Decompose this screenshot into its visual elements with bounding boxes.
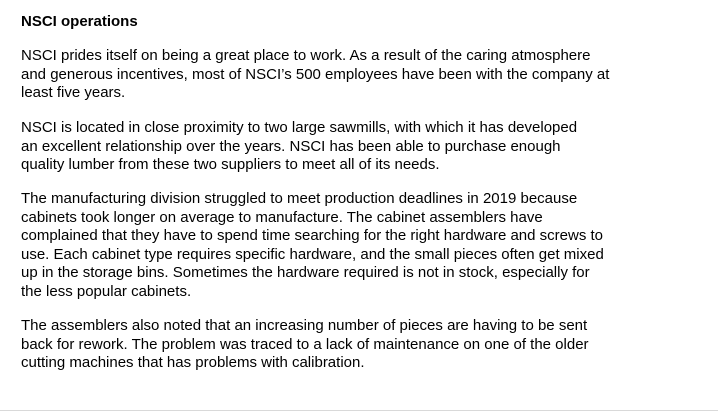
paragraph-line: an excellent relationship over the years. NSCI has been able to purchase enough <box>21 137 561 155</box>
paragraph-line: complained that they have to spend time searching for the right hardware and screws to <box>21 227 603 244</box>
paragraph-line: back for rework. The problem was traced to a lack of maintenance on one of the older <box>21 335 589 353</box>
paragraph-line: The manufacturing division struggled to meet production deadlines in 2019 because <box>21 190 578 207</box>
paragraph-line: least five years. <box>21 84 126 101</box>
section-heading: NSCI operations <box>21 13 138 30</box>
paragraph-line: cabinets took longer on average to manufacture. The cabinet assemblers have <box>21 208 543 226</box>
bottom-divider <box>0 410 718 411</box>
paragraph-line: and generous incentives, most of NSCI’s 500 employees have been with the company at <box>21 65 610 83</box>
paragraph-line: the less popular cabinets. <box>21 282 192 300</box>
paragraph-suppliers <box>21 119 701 175</box>
paragraph-line: cutting machines that has problems with calibration. <box>21 354 365 371</box>
paragraph-line: quality lumber from these two suppliers to meet all of its needs. <box>21 156 440 173</box>
paragraph-line: NSCI is located in close proximity to two large sawmills, with which it has developed <box>21 119 578 136</box>
paragraph-manufacturing <box>21 190 701 301</box>
paragraph-line: up in the storage bins. Sometimes the hardware required is not in stock, especially for <box>21 264 590 281</box>
paragraph-line: NSCI prides itself on being a great place to work. As a result of the caring atmosphere <box>21 47 591 64</box>
paragraph-workplace <box>21 47 701 103</box>
paragraph-line: use. Each cabinet type requires specific hardware, and the small pieces often get mixed <box>21 245 604 263</box>
paragraph-line: The assemblers also noted that an increasing number of pieces are having to be sent <box>21 317 588 334</box>
paragraph-rework <box>21 317 701 373</box>
